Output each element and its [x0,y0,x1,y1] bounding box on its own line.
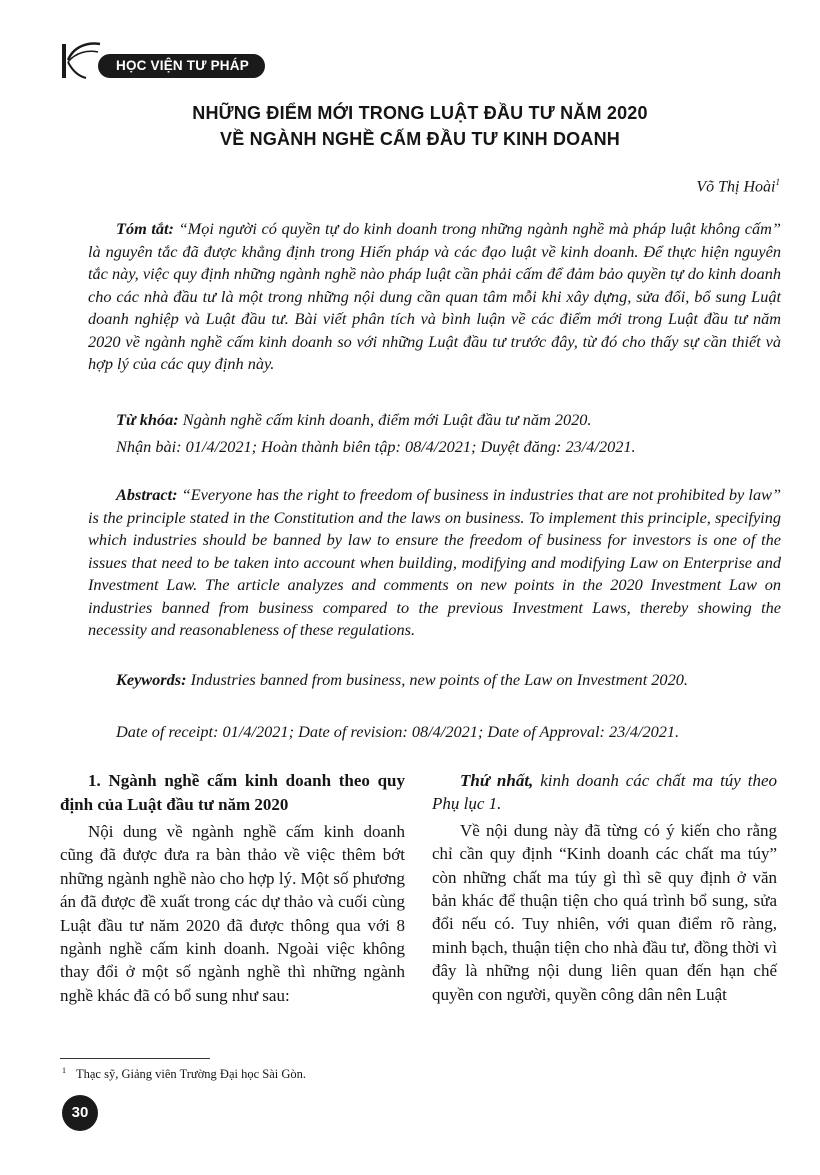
page-number: 30 [62,1095,98,1131]
vietnamese-keywords-text: Ngành nghề cấm kinh doanh, điểm mới Luật đầu tư năm 2020. [178,410,592,429]
journal-logo-icon [58,40,102,80]
footnote-text: Thạc sỹ, Giảng viên Trường Đại học Sài Gòn. [76,1067,307,1082]
footnote-mark: 1 [62,1066,66,1075]
vietnamese-abstract-label: Tóm tắt: [116,219,174,238]
vietnamese-keywords-label: Từ khóa: [116,410,179,429]
right-column-paragraph: Về nội dung này đã từng có ý kiến cho rằng chỉ cần quy định “Kinh doanh các chất ma túy” còn những chất ma túy gì thì sẽ quy định ở văn bản khác để thuận tiện cho quá trình bổ sung, sửa đổi nếu có. Tuy nhiên, với quan điểm rõ ràng, minh bạch, thuận tiện cho nhà đầu tư, đồng thời vì đây là những nội dung liên quan đến hạn chế quyền con người, quyền công dân nên Luật [432,820,777,1004]
english-dates: Date of receipt: 01/4/2021; Date of revision: 08/4/2021; Date of Approval: 23/4/2021. [116,722,680,741]
footnote [62,1066,306,1082]
article-title-line-1: NHỮNG ĐIỂM MỚI TRONG LUẬT ĐẦU TƯ NĂM 2020 [192,103,648,123]
right-intro-label: Thứ nhất, [460,771,534,790]
author-name-text: Võ Thị Hoài [696,178,776,196]
body-column-left [60,769,405,1007]
english-abstract [88,484,781,642]
vietnamese-abstract [88,218,781,376]
english-abstract-label: Abstract: [116,485,178,504]
english-keywords-text: Industries banned from business, new points of the Law on Investment 2020. [186,670,688,689]
right-intro-text: kinh doanh các chất ma túy theo Phụ lục 1. [432,771,778,814]
vietnamese-abstract-text: “Mọi người có quyền tự do kinh doanh trong những ngành nghề mà pháp luật không cấm” là nguyên tắc đã được khẳng định trong Hiến pháp và các đạo luật về kinh doanh. Để thực hiện nguyên tắc này, việc quy định những ngành nghề nào pháp luật cần phải cấm để đảm bảo quyền tự do kinh doanh cho các nhà đầu tư là một trong những nội dung cần quan tâm mỗi khi xây dựng, sửa đổi, bổ sung Luật doanh nghiệp và Luật đầu tư. Bài viết phân tích và bình luận về các điểm mới trong Luật đầu tư năm 2020 về ngành nghề cấm kinh doanh so với những Luật đầu tư trước đây, từ đó cho thấy sự cần thiết và hợp lý của các quy định này. [88,219,781,373]
footnote-divider [60,1058,210,1059]
english-abstract-text: “Everyone has the right to freedom of business in industries that are not prohibited by law” is the principle stated in the Constitution and the laws on business. To implement this principle, specifying which industries should be banned by law to ensure the freedom of business for investors is one of the issues that need to be taken into account when building, modifying and modifying Law on Enterprise and Investment Law. The article analyzes and comments on new points in the 2020 Investment Law on industries banned from business compared to the previous Investment Laws, thereby showing the necessity and reasonableness of these regulations. [88,485,781,639]
left-column-paragraph: Nội dung về ngành nghề cấm kinh doanh cũng đã được đưa ra bàn thảo về việc thêm bớt những ngành nghề nào cho hợp lý. Một số phương án đã được đề xuất trong các dự thảo và cuối cùng Luật đầu tư năm 2020 đã được thông qua với 8 ngành nghề cấm kinh doanh. Ngoài việc không thay đổi ở một số ngành nghề thì những ngành nghề khác đã có bổ sung như sau: [60,822,405,1005]
english-keywords [88,669,781,692]
english-keywords-label: Keywords: [116,670,187,689]
journal-header [58,40,318,80]
vietnamese-keywords [88,409,781,432]
section-1-heading: 1. Ngành nghề cấm kinh doanh theo quy định của Luật đầu tư năm 2020 [60,771,405,814]
author-footnote-mark: 1 [775,177,780,187]
article-title-line-2: VỀ NGÀNH NGHỀ CẤM ĐẦU TƯ KINH DOANH [220,129,620,149]
right-column-intro [432,769,777,816]
author-name [696,177,780,196]
journal-badge: HỌC VIỆN TƯ PHÁP [98,54,265,78]
vietnamese-dates: Nhận bài: 01/4/2021; Hoàn thành biên tập: 08/4/2021; Duyệt đăng: 23/4/2021. [116,437,636,456]
body-column-right [432,769,777,1006]
